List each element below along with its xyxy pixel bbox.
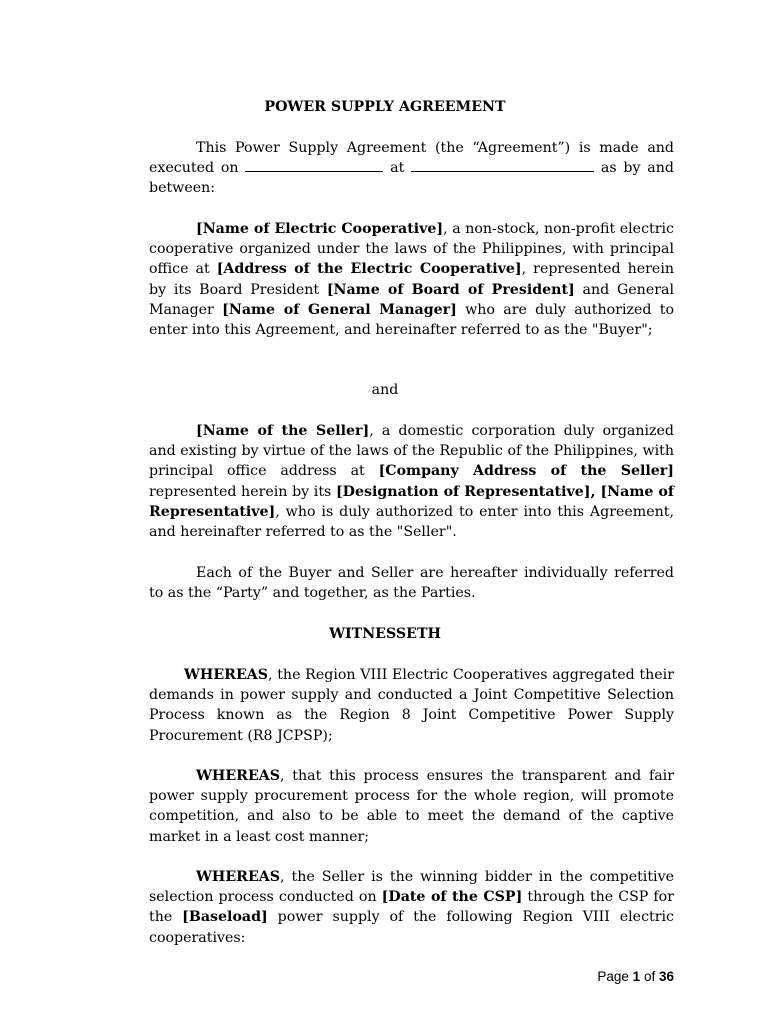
seller-text-2: represented herein by its <box>149 483 336 500</box>
whereas-1-lead: WHEREAS <box>184 667 269 683</box>
buyer-text-2: , represented herein by its Board President <box>149 261 674 298</box>
intro-paragraph <box>149 138 674 199</box>
total-pages-number: 36 <box>658 969 674 984</box>
page-label: Page <box>597 969 629 984</box>
parties-paragraph: Each of the Buyer and Seller are hereafter individually referred to as the “Party” and together, as the Parties. <box>149 565 674 602</box>
document-title: POWER SUPPLY AGREEMENT <box>264 99 506 115</box>
buyer-manager-placeholder: [Name of General Manager] <box>222 301 457 318</box>
whereas-paragraph-3 <box>149 867 674 948</box>
whereas-paragraph-2 <box>149 766 674 847</box>
whereas-1-text: , the Region VIII Electric Cooperatives aggregated their demands in power supply and conducted a Joint Competitive Selection Process known as the Region 8 Joint Competitive Power Supply Procurement (R8 JCPSP); <box>149 667 674 744</box>
date-blank-line <box>245 158 383 172</box>
buyer-text-4: who are duly authorized to enter into this Agreement, and hereinafter referred to as the "Buyer"; <box>149 301 674 339</box>
whereas-paragraph-1 <box>149 665 674 746</box>
intro-text-1: This Power Supply Agreement (the “Agreement”) is made and executed on <box>149 140 674 177</box>
seller-representative-placeholder: [Designation of Representative], [Name of Representative] <box>149 483 674 520</box>
whereas-3-text-2: through the CSP for the <box>149 889 674 926</box>
whereas-2-text: , that this process ensures the transparent and fair power supply procurement process for the whole region, will promote competition, and also to be able to meet the demand of the captive market in a least cost manner; <box>149 768 674 845</box>
supply-type-placeholder: [Baseload] <box>182 909 268 926</box>
buyer-address-placeholder: [Address of the Electric Cooperative] <box>216 261 522 278</box>
buyer-president-placeholder: [Name of Board of President] <box>326 281 575 298</box>
buyer-paragraph <box>149 219 674 340</box>
current-page-number: 1 <box>632 969 641 984</box>
seller-paragraph <box>149 421 674 542</box>
and-separator: and <box>371 382 399 398</box>
place-blank-line <box>411 158 594 172</box>
buyer-name-placeholder: [Name of Electric Cooperative] <box>196 221 444 237</box>
whereas-3-text-3: power supply of the following Region VIII electric cooperatives: <box>149 909 674 946</box>
of-label: of <box>643 969 656 984</box>
seller-address-placeholder: [Company Address of the Seller] <box>378 463 674 480</box>
csp-date-placeholder: [Date of the CSP] <box>381 889 523 906</box>
witnesseth-heading: WITNESSETH <box>329 626 441 642</box>
buyer-text-3: and General Manager <box>149 281 674 318</box>
buyer-text-1: , a non-stock, non-profit electric cooperative organized under the laws of the Philippines, with principal office at <box>149 221 674 278</box>
whereas-3-lead: WHEREAS <box>196 869 281 885</box>
seller-text-3: , who is duly authorized to enter into this Agreement, and hereinafter referred to as the "Seller". <box>149 503 674 541</box>
intro-text-3: as by and between: <box>149 160 674 197</box>
seller-name-placeholder: [Name of the Seller] <box>196 423 370 439</box>
whereas-2-lead: WHEREAS <box>196 768 281 784</box>
seller-text-1: , a domestic corporation duly organized and existing by virtue of the laws of the Republic of the Philippines, with principal office address at <box>149 423 674 480</box>
page-number-footer <box>560 968 674 986</box>
whereas-3-text-1: , the Seller is the winning bidder in the competitive selection process conducted on <box>149 869 674 906</box>
intro-text-2: at <box>390 160 405 177</box>
